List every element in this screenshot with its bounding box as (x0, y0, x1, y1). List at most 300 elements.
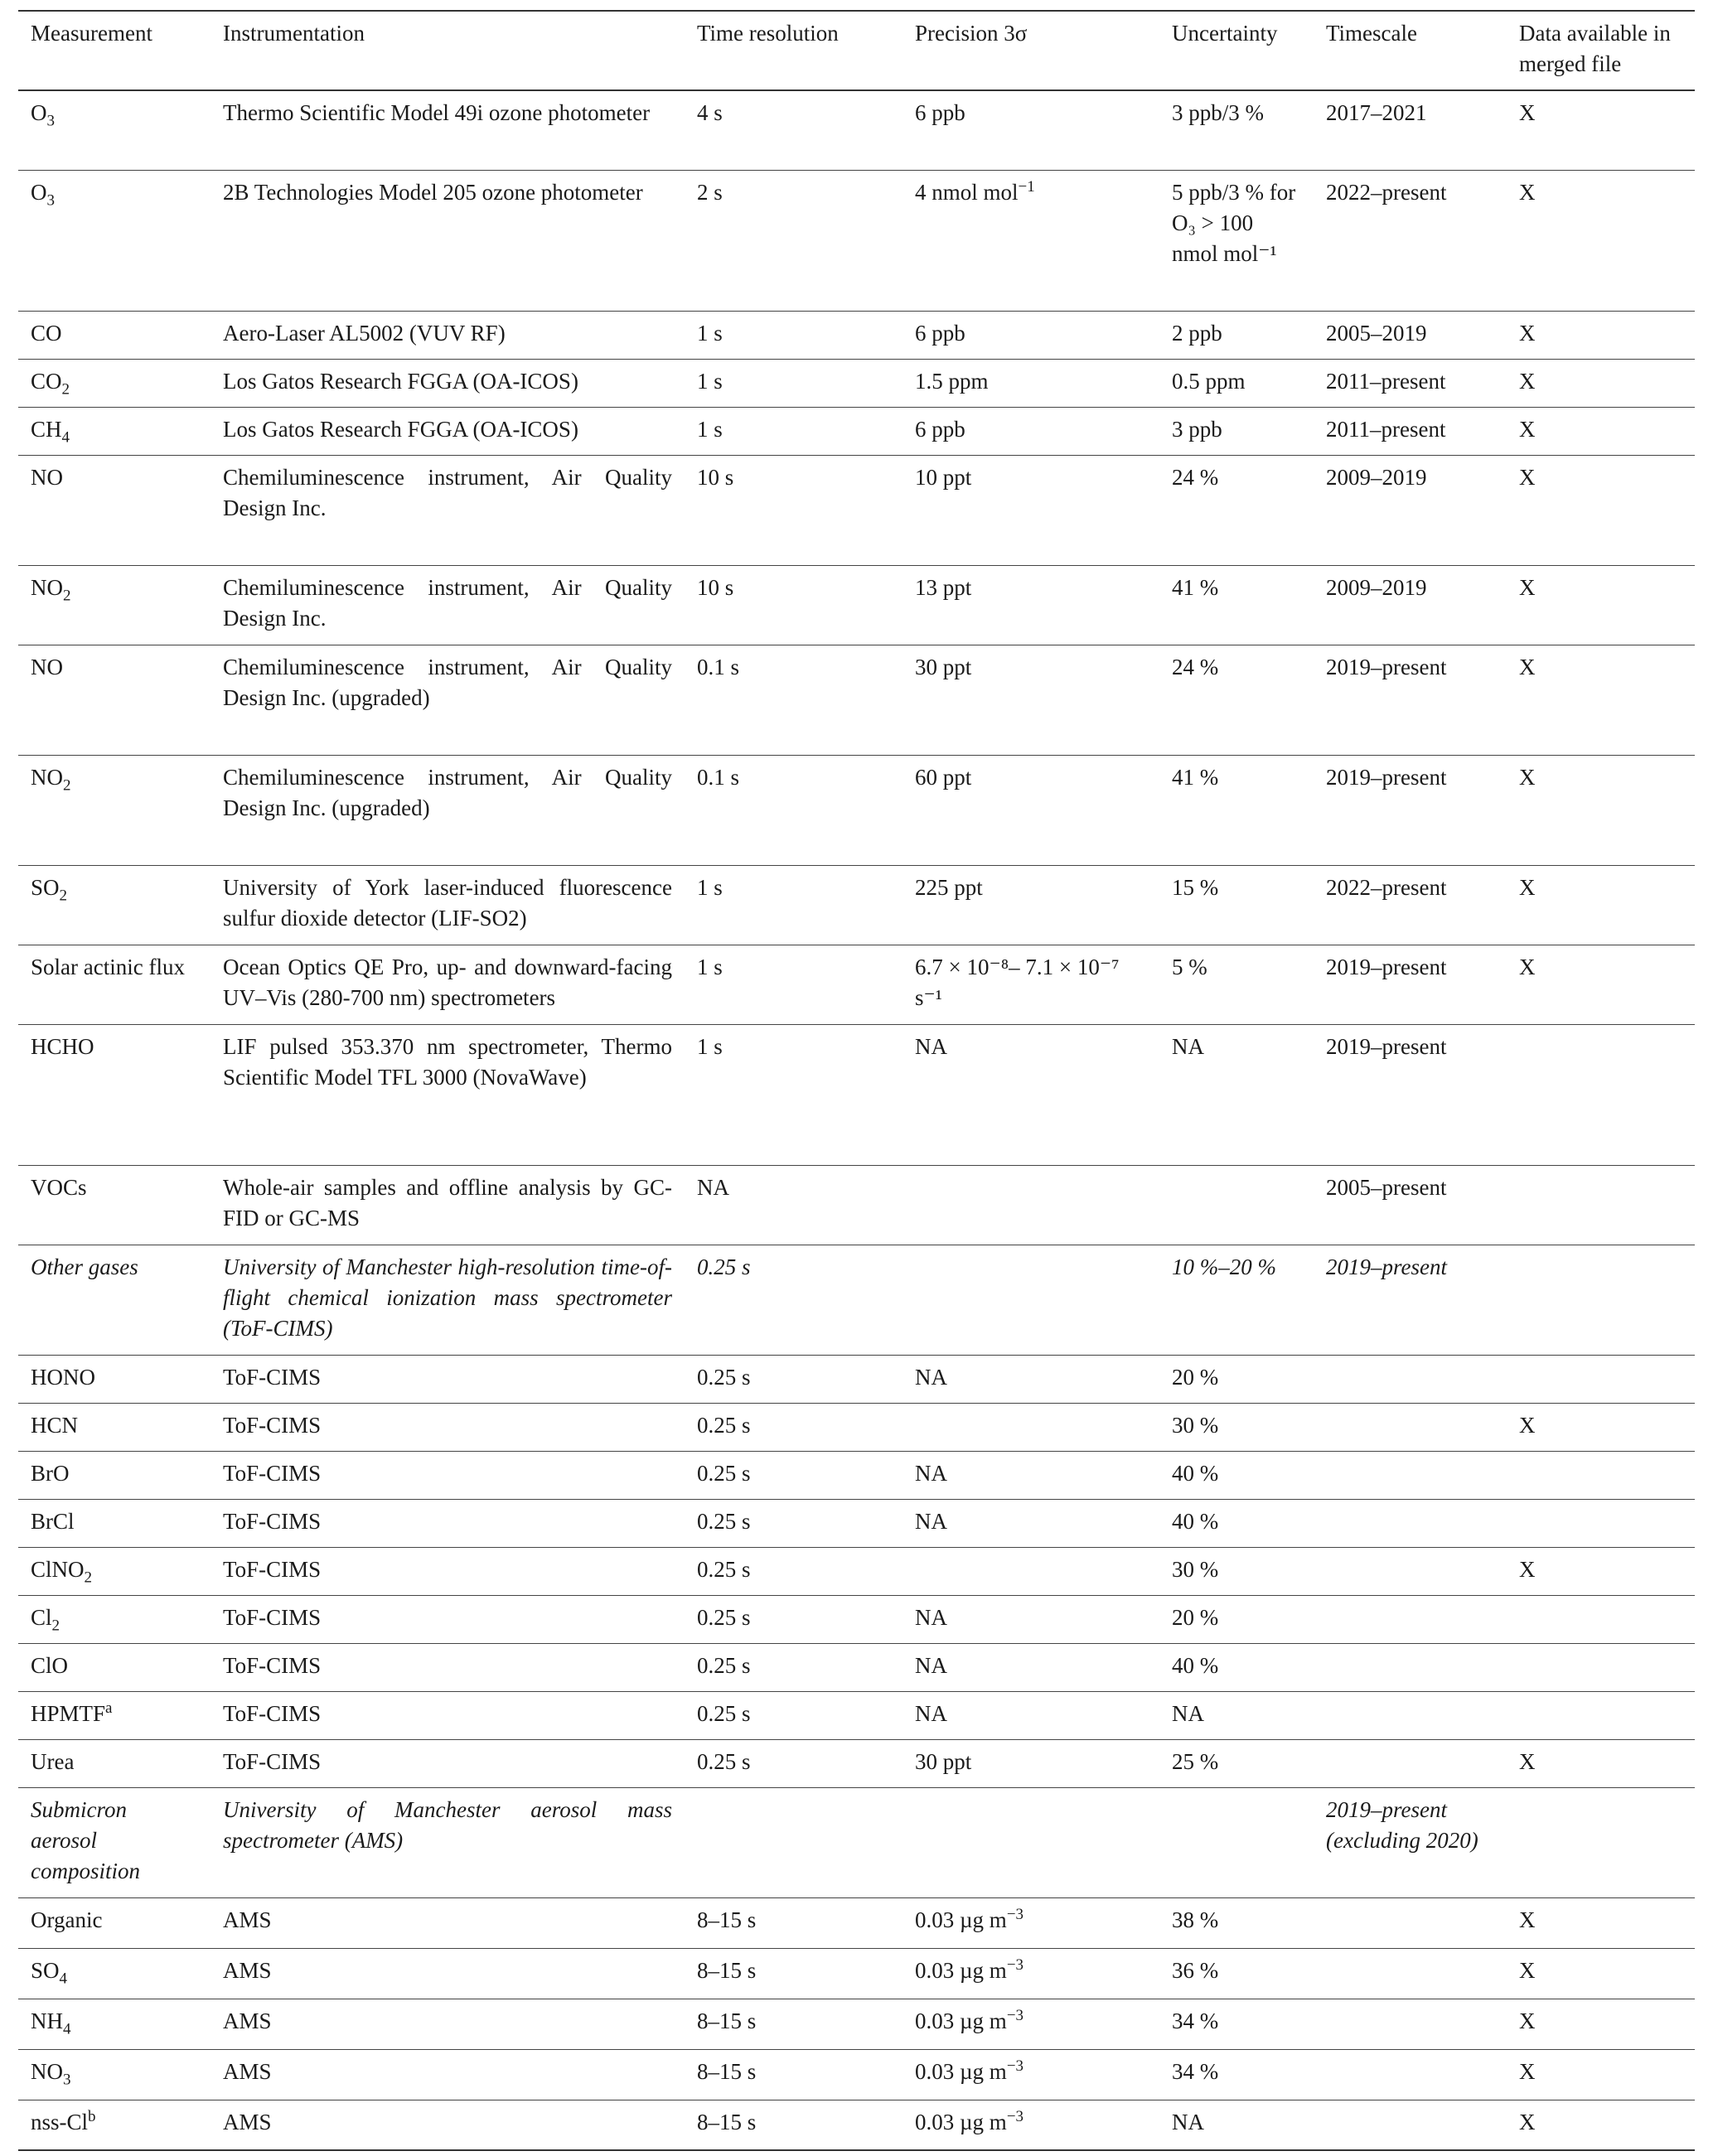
measurement-subscript: 4 (59, 1969, 68, 1987)
precision-value: NA (915, 1604, 947, 1630)
cell-precision (902, 755, 1159, 865)
cell-timescale (1314, 2100, 1507, 2150)
measurement-name: SO (31, 874, 60, 900)
table-row (18, 1595, 1695, 1643)
cell-precision (902, 407, 1159, 455)
table-row (18, 1165, 1695, 1245)
precision-value: 0.03 µg m (915, 1907, 1007, 1932)
cell-precision (902, 2100, 1159, 2150)
cell-uncertainty: 40 % (1172, 1460, 1219, 1486)
cell-instrumentation: 2B Technologies Model 205 ozone photometer (223, 179, 643, 205)
measurements-table-container (18, 10, 1695, 2151)
cell-instrumentation: Chemiluminescence instrument, Air Quality Design Inc. (223, 574, 672, 631)
cell-instrumentation: ToF-CIMS (223, 1700, 322, 1726)
measurement-subscript: 2 (63, 776, 71, 794)
cell-time-resolution: 1 s (697, 416, 723, 442)
measurement-name: Submicron aerosol composition (31, 1796, 140, 1883)
cell-time-resolution: 0.1 s (697, 654, 740, 679)
cell-measurement (18, 359, 210, 407)
cell-precision (902, 1739, 1159, 1787)
cell-instrumentation: ToF-CIMS (223, 1508, 322, 1534)
cell-timescale (1314, 1403, 1507, 1451)
cell-instrumentation: ToF-CIMS (223, 1748, 322, 1774)
cell-uncertainty: NA (1172, 2109, 1204, 2134)
cell-timescale (1314, 1739, 1507, 1787)
measurements-table (18, 10, 1695, 2151)
cell-precision (902, 1897, 1159, 1948)
cell-timescale: 2009–2019 (1326, 574, 1427, 600)
measurement-name: NO (31, 654, 63, 679)
cell-instrumentation: Whole-air samples and offline analysis by GC-FID or GC-MS (223, 1174, 672, 1230)
table-row (18, 1245, 1695, 1355)
measurement-name: NO (31, 764, 63, 790)
precision-value: 0.03 µg m (915, 2008, 1007, 2033)
precision-value: NA (915, 1460, 947, 1486)
cell-timescale: 2005–2019 (1326, 320, 1427, 346)
cell-uncertainty: 3 ppb (1172, 416, 1222, 442)
cell-measurement (18, 2049, 210, 2100)
measurement-name: ClNO (31, 1556, 85, 1582)
cell-timescale (1314, 1499, 1507, 1547)
cell-timescale: 2019–present (1326, 954, 1447, 979)
cell-uncertainty (1159, 1787, 1314, 1897)
cell-time-resolution: NA (697, 1174, 729, 1200)
cell-time-resolution: 1 s (697, 1033, 723, 1059)
cell-instrumentation: AMS (223, 2058, 272, 2084)
cell-merged (1507, 1787, 1695, 1897)
cell-instrumentation: ToF-CIMS (223, 1604, 322, 1630)
table-row (18, 645, 1695, 755)
cell-time-resolution: 8–15 s (697, 2058, 757, 2084)
cell-measurement (18, 565, 210, 645)
header-time-resolution: Time resolution (697, 21, 839, 46)
cell-measurement (18, 1595, 210, 1643)
cell-time-resolution: 0.25 s (697, 1748, 751, 1774)
cell-merged: X (1519, 1412, 1536, 1438)
cell-precision (902, 359, 1159, 407)
cell-time-resolution: 8–15 s (697, 1957, 757, 1983)
cell-timescale: 2009–2019 (1326, 464, 1427, 490)
measurement-name: CO (31, 320, 62, 346)
precision-value: 6 ppb (915, 320, 965, 346)
cell-time-resolution: 8–15 s (697, 2008, 757, 2033)
measurement-name: Solar actinic flux (31, 954, 185, 979)
table-row (18, 1643, 1695, 1691)
cell-merged: X (1519, 2109, 1536, 2134)
cell-instrumentation: ToF-CIMS (223, 1364, 322, 1390)
cell-time-resolution: 0.25 s (697, 1412, 751, 1438)
cell-merged: X (1519, 368, 1536, 394)
cell-time-resolution: 10 s (697, 574, 734, 600)
cell-merged (1507, 1355, 1695, 1403)
cell-time-resolution: 8–15 s (697, 2109, 757, 2134)
cell-instrumentation: University of Manchester high-resolution time-of-flight chemical ionization mass spectrometer (ToF-CIMS) (223, 1254, 672, 1341)
cell-precision (902, 1547, 1159, 1595)
cell-timescale (1314, 1451, 1507, 1499)
cell-measurement (18, 1739, 210, 1787)
cell-measurement (18, 755, 210, 865)
cell-instrumentation: Los Gatos Research FGGA (OA-ICOS) (223, 368, 578, 394)
precision-value: 0.03 µg m (915, 1957, 1007, 1983)
cell-uncertainty: 20 % (1172, 1604, 1219, 1630)
measurement-name: Other gases (31, 1254, 138, 1279)
table-row (18, 1691, 1695, 1739)
cell-merged (1507, 1024, 1695, 1165)
measurement-name: CO (31, 368, 62, 394)
precision-value: 4 nmol mol (915, 179, 1019, 205)
cell-merged: X (1519, 2008, 1536, 2033)
precision-value: NA (915, 1700, 947, 1726)
table-row (18, 1547, 1695, 1595)
cell-time-resolution: 0.25 s (697, 1652, 751, 1678)
cell-measurement (18, 1643, 210, 1691)
cell-measurement (18, 1403, 210, 1451)
measurement-subscript: 2 (59, 886, 68, 904)
cell-uncertainty: 10 %–20 % (1172, 1254, 1276, 1279)
measurement-name: O (31, 179, 47, 205)
cell-instrumentation: AMS (223, 2008, 272, 2033)
cell-measurement (18, 90, 210, 170)
precision-exponent: −3 (1006, 1905, 1024, 1923)
cell-merged: X (1519, 416, 1536, 442)
cell-time-resolution: 1 s (697, 954, 723, 979)
cell-timescale (1314, 1643, 1507, 1691)
cell-merged: X (1519, 954, 1536, 979)
cell-timescale (1314, 2049, 1507, 2100)
cell-uncertainty: 41 % (1172, 574, 1219, 600)
precision-value: 13 ppt (915, 574, 972, 600)
table-row (18, 2049, 1695, 2100)
cell-instrumentation: ToF-CIMS (223, 1556, 322, 1582)
cell-precision (902, 1999, 1159, 2049)
cell-measurement (18, 945, 210, 1024)
cell-merged: X (1519, 1556, 1536, 1582)
cell-merged (1507, 1643, 1695, 1691)
cell-timescale: 2022–present (1326, 179, 1447, 205)
table-row (18, 359, 1695, 407)
measurement-subscript: 4 (63, 2019, 71, 2038)
cell-time-resolution: 1 s (697, 368, 723, 394)
cell-merged: X (1519, 574, 1536, 600)
table-row (18, 90, 1695, 170)
cell-uncertainty: NA (1172, 1033, 1204, 1059)
cell-timescale: 2019–present (1326, 764, 1447, 790)
measurement-name: O (31, 100, 47, 125)
cell-precision (902, 455, 1159, 565)
precision-value: 30 ppt (915, 654, 972, 679)
cell-timescale: 2011–present (1326, 368, 1446, 394)
precision-value: 30 ppt (915, 1748, 972, 1774)
cell-uncertainty: 34 % (1172, 2008, 1219, 2033)
cell-uncertainty: 25 % (1172, 1748, 1219, 1774)
cell-uncertainty: 30 % (1172, 1556, 1219, 1582)
table-row (18, 455, 1695, 565)
cell-precision (902, 1948, 1159, 1999)
precision-value: 1.5 ppm (915, 368, 989, 394)
cell-time-resolution: 0.25 s (697, 1556, 751, 1582)
cell-precision (902, 1595, 1159, 1643)
measurement-subscript: 3 (63, 2070, 71, 2088)
precision-value: 10 ppt (915, 464, 972, 490)
cell-measurement (18, 1948, 210, 1999)
cell-precision (902, 2049, 1159, 2100)
cell-instrumentation: Chemiluminescence instrument, Air Quality Design Inc. (upgraded) (223, 764, 672, 820)
cell-precision (902, 645, 1159, 755)
header-instrumentation: Instrumentation (223, 21, 365, 46)
precision-value: 0.03 µg m (915, 2109, 1007, 2134)
cell-merged: X (1519, 179, 1536, 205)
cell-timescale: 2019–present (1326, 1254, 1447, 1279)
cell-precision (902, 1451, 1159, 1499)
cell-precision (902, 1499, 1159, 1547)
cell-merged: X (1519, 320, 1536, 346)
measurement-name: Organic (31, 1907, 103, 1932)
cell-timescale: 2005–present (1326, 1174, 1447, 1200)
cell-uncertainty: 34 % (1172, 2058, 1219, 2084)
precision-value: 60 ppt (915, 764, 972, 790)
cell-precision (902, 1403, 1159, 1451)
precision-value: 6 ppb (915, 100, 965, 125)
cell-timescale: 2019–present (1326, 654, 1447, 679)
table-row (18, 1024, 1695, 1165)
table-row (18, 755, 1695, 865)
cell-precision (902, 170, 1159, 311)
cell-uncertainty: 15 % (1172, 874, 1219, 900)
cell-instrumentation: AMS (223, 1907, 272, 1932)
cell-timescale: 2022–present (1326, 874, 1447, 900)
measurement-name: HPMTF (31, 1700, 106, 1726)
cell-uncertainty: 40 % (1172, 1508, 1219, 1534)
measurement-name: HCN (31, 1412, 79, 1438)
cell-uncertainty: 5 % (1172, 954, 1207, 979)
cell-merged (1507, 1499, 1695, 1547)
cell-measurement (18, 645, 210, 755)
measurement-subscript: 2 (51, 1616, 60, 1634)
cell-precision (902, 565, 1159, 645)
cell-time-resolution: 0.25 s (697, 1364, 751, 1390)
cell-precision (902, 1787, 1159, 1897)
cell-instrumentation: Ocean Optics QE Pro, up- and downward-facing UV–Vis (280-700 nm) spectrometers (223, 954, 672, 1010)
measurement-name: NO (31, 2058, 63, 2084)
measurement-footnote: a (105, 1699, 113, 1717)
precision-value: 225 ppt (915, 874, 983, 900)
measurement-footnote: b (88, 2107, 96, 2125)
header-row (18, 11, 1695, 90)
precision-exponent: −3 (1006, 2006, 1024, 2024)
table-row (18, 945, 1695, 1024)
cell-instrumentation: University of Manchester aerosol mass spectrometer (AMS) (223, 1796, 672, 1853)
table-row (18, 1355, 1695, 1403)
cell-time-resolution: 8–15 s (697, 1907, 757, 1932)
cell-precision (902, 1245, 1159, 1355)
cell-measurement (18, 1451, 210, 1499)
cell-measurement (18, 170, 210, 311)
precision-value: NA (915, 1508, 947, 1534)
cell-timescale: 2019–present (excluding 2020) (1326, 1796, 1478, 1853)
measurement-subscript: 3 (46, 112, 55, 130)
cell-measurement (18, 455, 210, 565)
cell-timescale: 2019–present (1326, 1033, 1447, 1059)
cell-precision (902, 1643, 1159, 1691)
cell-uncertainty: 41 % (1172, 764, 1219, 790)
cell-measurement (18, 1787, 210, 1897)
precision-value: 6.7 × 10⁻⁸– 7.1 × 10⁻⁷ s⁻¹ (915, 954, 1120, 1010)
cell-time-resolution: 1 s (697, 320, 723, 346)
cell-merged: X (1519, 764, 1536, 790)
measurement-name: nss-Cl (31, 2109, 89, 2134)
cell-timescale (1314, 1999, 1507, 2049)
cell-merged: X (1519, 1957, 1536, 1983)
cell-time-resolution: 0.25 s (697, 1460, 751, 1486)
header-measurement: Measurement (31, 21, 152, 46)
cell-merged: X (1519, 464, 1536, 490)
cell-instrumentation: Aero-Laser AL5002 (VUV RF) (223, 320, 506, 346)
precision-value: NA (915, 1652, 947, 1678)
cell-uncertainty: 24 % (1172, 654, 1219, 679)
cell-measurement (18, 1245, 210, 1355)
cell-time-resolution: 10 s (697, 464, 734, 490)
cell-time-resolution: 1 s (697, 874, 723, 900)
table-row (18, 407, 1695, 455)
table-row (18, 1897, 1695, 1948)
cell-merged (1507, 1691, 1695, 1739)
cell-timescale (1314, 1355, 1507, 1403)
cell-instrumentation: LIF pulsed 353.370 nm spectrometer, Thermo Scientific Model TFL 3000 (NovaWave) (223, 1033, 672, 1090)
measurement-name: BrCl (31, 1508, 75, 1534)
cell-instrumentation: University of York laser-induced fluorescence sulfur dioxide detector (LIF-SO2) (223, 874, 672, 931)
cell-merged (1507, 1165, 1695, 1245)
measurement-name: CH (31, 416, 62, 442)
table-row (18, 1739, 1695, 1787)
cell-measurement (18, 1897, 210, 1948)
cell-time-resolution (685, 1787, 902, 1897)
cell-time-resolution: 0.1 s (697, 764, 740, 790)
cell-merged: X (1519, 1748, 1536, 1774)
table-row (18, 1999, 1695, 2049)
cell-precision (902, 1691, 1159, 1739)
table-row (18, 2100, 1695, 2150)
cell-merged: X (1519, 2058, 1536, 2084)
cell-measurement (18, 1165, 210, 1245)
cell-merged: X (1519, 100, 1536, 125)
cell-instrumentation: ToF-CIMS (223, 1412, 322, 1438)
cell-time-resolution: 0.25 s (697, 1254, 751, 1279)
cell-precision (902, 865, 1159, 945)
cell-precision (902, 90, 1159, 170)
cell-timescale: 2017–2021 (1326, 100, 1427, 125)
header-uncertainty: Uncertainty (1172, 21, 1278, 46)
cell-instrumentation: Thermo Scientific Model 49i ozone photometer (223, 100, 651, 125)
precision-exponent: −3 (1006, 2057, 1024, 2075)
measurement-name: BrO (31, 1460, 70, 1486)
measurement-subscript: 2 (63, 586, 71, 604)
cell-uncertainty: 24 % (1172, 464, 1219, 490)
cell-instrumentation: AMS (223, 1957, 272, 1983)
measurement-name: Urea (31, 1748, 75, 1774)
cell-measurement (18, 311, 210, 359)
cell-instrumentation: ToF-CIMS (223, 1652, 322, 1678)
cell-uncertainty: 2 ppb (1172, 320, 1222, 346)
precision-exponent: −3 (1006, 1955, 1024, 1974)
precision-value: NA (915, 1033, 947, 1059)
measurement-name: HONO (31, 1364, 95, 1390)
cell-merged (1507, 1451, 1695, 1499)
header-precision: Precision 3σ (915, 21, 1028, 46)
cell-measurement (18, 1547, 210, 1595)
measurement-subscript: 3 (46, 191, 55, 209)
cell-time-resolution: 4 s (697, 100, 723, 125)
cell-time-resolution: 2 s (697, 179, 723, 205)
cell-measurement (18, 1499, 210, 1547)
cell-precision (902, 1355, 1159, 1403)
table-row (18, 170, 1695, 311)
header-merged-file: Data available in merged file (1519, 21, 1671, 76)
cell-merged: X (1519, 874, 1536, 900)
cell-uncertainty: 20 % (1172, 1364, 1219, 1390)
cell-timescale (1314, 1547, 1507, 1595)
precision-value: 0.03 µg m (915, 2058, 1007, 2084)
cell-uncertainty: 38 % (1172, 1907, 1219, 1932)
cell-timescale (1314, 1948, 1507, 1999)
measurement-name: VOCs (31, 1174, 87, 1200)
cell-time-resolution: 0.25 s (697, 1508, 751, 1534)
cell-timescale (1314, 1897, 1507, 1948)
measurement-name: NH (31, 2008, 63, 2033)
precision-exponent: −3 (1006, 2107, 1024, 2125)
cell-measurement (18, 1024, 210, 1165)
cell-measurement (18, 1999, 210, 2049)
cell-instrumentation: Chemiluminescence instrument, Air Quality Design Inc. (upgraded) (223, 654, 672, 710)
cell-merged: X (1519, 654, 1536, 679)
table-row (18, 1451, 1695, 1499)
precision-exponent: −1 (1018, 177, 1035, 196)
cell-precision (902, 311, 1159, 359)
measurement-subscript: 2 (84, 1568, 93, 1586)
table-row (18, 865, 1695, 945)
cell-instrumentation: ToF-CIMS (223, 1460, 322, 1486)
precision-value: 6 ppb (915, 416, 965, 442)
table-row (18, 1403, 1695, 1451)
table-row (18, 1499, 1695, 1547)
measurement-name: NO (31, 464, 63, 490)
cell-time-resolution: 0.25 s (697, 1700, 751, 1726)
cell-uncertainty: 30 % (1172, 1412, 1219, 1438)
cell-instrumentation: AMS (223, 2109, 272, 2134)
cell-measurement (18, 865, 210, 945)
cell-uncertainty: 5 ppb/3 % for O₃ > 100 nmol mol⁻¹ (1172, 179, 1296, 266)
table-row (18, 565, 1695, 645)
cell-measurement (18, 1355, 210, 1403)
cell-uncertainty: 36 % (1172, 1957, 1219, 1983)
cell-timescale (1314, 1595, 1507, 1643)
cell-timescale (1314, 1691, 1507, 1739)
cell-uncertainty (1159, 1165, 1314, 1245)
cell-instrumentation: Los Gatos Research FGGA (OA-ICOS) (223, 416, 578, 442)
cell-uncertainty: 3 ppb/3 % (1172, 100, 1264, 125)
cell-uncertainty: 40 % (1172, 1652, 1219, 1678)
table-row (18, 1948, 1695, 1999)
cell-measurement (18, 407, 210, 455)
precision-value: NA (915, 1364, 947, 1390)
cell-instrumentation: Chemiluminescence instrument, Air Quality Design Inc. (223, 464, 672, 520)
measurement-name: SO (31, 1957, 60, 1983)
cell-uncertainty: NA (1172, 1700, 1204, 1726)
table-row (18, 311, 1695, 359)
measurement-name: HCHO (31, 1033, 94, 1059)
cell-precision (902, 945, 1159, 1024)
measurement-name: Cl (31, 1604, 52, 1630)
cell-precision (902, 1165, 1159, 1245)
